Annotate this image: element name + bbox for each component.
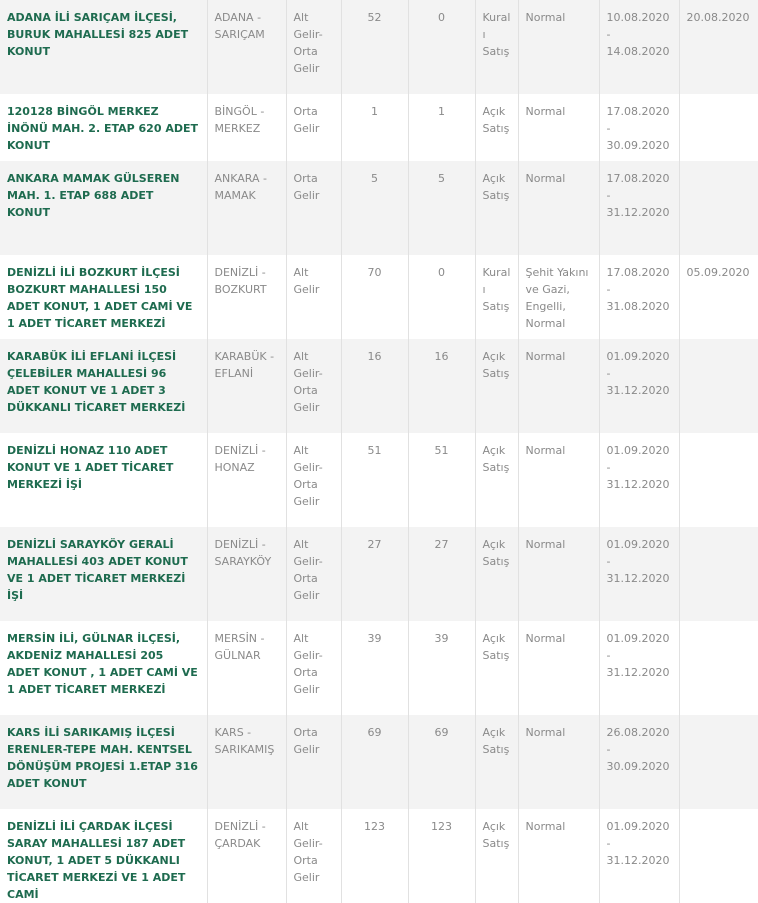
table-row — [0, 255, 758, 339]
draw-date-cell: 20.08.2020 — [679, 0, 758, 94]
remaining-count-cell: 27 — [408, 527, 475, 621]
application-period-cell: 01.09.2020 - 31.12.2020 — [599, 433, 679, 527]
project-name-cell[interactable]: ADANA İLİ SARIÇAM İLÇESİ, BURUK MAHALLESİ 825 ADET KONUT — [0, 0, 207, 94]
project-name-cell[interactable]: MERSİN İLİ, GÜLNAR İLÇESİ, AKDENİZ MAHALLESİ 205 ADET KONUT , 1 ADET CAMİ VE 1 ADET TİCARET MERKEZİ — [0, 621, 207, 715]
table-row — [0, 0, 758, 94]
table-row — [0, 715, 758, 809]
applicant-group-cell: Normal — [518, 0, 599, 94]
income-group-cell: Alt Gelir-Orta Gelir — [286, 527, 341, 621]
location-cell: DENİZLİ - HONAZ — [207, 433, 286, 527]
project-name-cell[interactable]: DENİZLİ SARAYKÖY GERALİ MAHALLESİ 403 ADET KONUT VE 1 ADET TİCARET MERKEZİ İŞİ — [0, 527, 207, 621]
application-period-cell: 01.09.2020 - 31.12.2020 — [599, 527, 679, 621]
sale-type-cell: Kuralı Satış — [475, 255, 518, 339]
applicant-group-cell: Şehit Yakını ve Gazi, Engelli, Normal — [518, 255, 599, 339]
applicant-group-cell: Normal — [518, 161, 599, 255]
draw-date-cell — [679, 715, 758, 809]
draw-date-cell — [679, 433, 758, 527]
income-group-cell: Orta Gelir — [286, 715, 341, 809]
project-name-cell[interactable]: KARS İLİ SARIKAMIŞ İLÇESİ ERENLER-TEPE MAH. KENTSEL DÖNÜŞÜM PROJESİ 1.ETAP 316 ADET KONUT — [0, 715, 207, 809]
sale-type-cell: Açık Satış — [475, 161, 518, 255]
location-cell: ANKARA - MAMAK — [207, 161, 286, 255]
applicant-group-cell: Normal — [518, 809, 599, 903]
project-name-cell[interactable]: DENİZLİ HONAZ 110 ADET KONUT VE 1 ADET TİCARET MERKEZİ İŞİ — [0, 433, 207, 527]
draw-date-cell — [679, 527, 758, 621]
draw-date-cell — [679, 621, 758, 715]
house-count-cell: 27 — [341, 527, 408, 621]
application-period-cell: 01.09.2020 - 31.12.2020 — [599, 621, 679, 715]
project-name-cell[interactable]: ANKARA MAMAK GÜLSEREN MAH. 1. ETAP 688 ADET KONUT — [0, 161, 207, 255]
application-period-cell: 17.08.2020 - 30.09.2020 — [599, 94, 679, 161]
house-count-cell: 52 — [341, 0, 408, 94]
sale-type-cell: Açık Satış — [475, 809, 518, 903]
application-period-cell: 17.08.2020 - 31.08.2020 — [599, 255, 679, 339]
remaining-count-cell: 69 — [408, 715, 475, 809]
income-group-cell: Orta Gelir — [286, 161, 341, 255]
project-name-cell[interactable]: KARABÜK İLİ EFLANİ İLÇESİ ÇELEBİLER MAHALLESİ 96 ADET KONUT VE 1 ADET 3 DÜKKANLI TİCARET MERKEZİ — [0, 339, 207, 433]
application-period-cell: 10.08.2020 - 14.08.2020 — [599, 0, 679, 94]
application-period-cell: 26.08.2020 - 30.09.2020 — [599, 715, 679, 809]
table-row — [0, 161, 758, 255]
income-group-cell: Alt Gelir-Orta Gelir — [286, 809, 341, 903]
location-cell: DENİZLİ - ÇARDAK — [207, 809, 286, 903]
draw-date-cell — [679, 339, 758, 433]
house-count-cell: 5 — [341, 161, 408, 255]
application-period-cell: 01.09.2020 - 31.12.2020 — [599, 809, 679, 903]
remaining-count-cell: 1 — [408, 94, 475, 161]
draw-date-cell — [679, 809, 758, 903]
location-cell: KARS - SARIKAMIŞ — [207, 715, 286, 809]
table-row — [0, 339, 758, 433]
table-row — [0, 527, 758, 621]
remaining-count-cell: 51 — [408, 433, 475, 527]
location-cell: KARABÜK - EFLANİ — [207, 339, 286, 433]
project-name-cell[interactable]: 120128 BİNGÖL MERKEZ İNÖNÜ MAH. 2. ETAP 620 ADET KONUT — [0, 94, 207, 161]
income-group-cell: Orta Gelir — [286, 94, 341, 161]
draw-date-cell — [679, 94, 758, 161]
house-count-cell: 1 — [341, 94, 408, 161]
remaining-count-cell: 0 — [408, 0, 475, 94]
draw-date-cell: 05.09.2020 — [679, 255, 758, 339]
applicant-group-cell: Normal — [518, 433, 599, 527]
sale-type-cell: Açık Satış — [475, 621, 518, 715]
applicant-group-cell: Normal — [518, 339, 599, 433]
income-group-cell: Alt Gelir — [286, 255, 341, 339]
table-row — [0, 433, 758, 527]
location-cell: MERSİN - GÜLNAR — [207, 621, 286, 715]
house-count-cell: 39 — [341, 621, 408, 715]
application-period-cell: 01.09.2020 - 31.12.2020 — [599, 339, 679, 433]
location-cell: DENİZLİ - SARAYKÖY — [207, 527, 286, 621]
draw-date-cell — [679, 161, 758, 255]
sale-type-cell: Açık Satış — [475, 433, 518, 527]
project-name-cell[interactable]: DENİZLİ İLİ BOZKURT İLÇESİ BOZKURT MAHALLESİ 150 ADET KONUT, 1 ADET CAMİ VE 1 ADET TİCARET MERKEZİ — [0, 255, 207, 339]
table-row — [0, 621, 758, 715]
house-count-cell: 16 — [341, 339, 408, 433]
location-cell: ADANA - SARIÇAM — [207, 0, 286, 94]
applicant-group-cell: Normal — [518, 715, 599, 809]
income-group-cell: Alt Gelir-Orta Gelir — [286, 339, 341, 433]
sale-type-cell: Açık Satış — [475, 527, 518, 621]
house-count-cell: 70 — [341, 255, 408, 339]
remaining-count-cell: 16 — [408, 339, 475, 433]
sale-type-cell: Açık Satış — [475, 715, 518, 809]
applicant-group-cell: Normal — [518, 527, 599, 621]
house-count-cell: 123 — [341, 809, 408, 903]
applicant-group-cell: Normal — [518, 94, 599, 161]
location-cell: DENİZLİ - BOZKURT — [207, 255, 286, 339]
remaining-count-cell: 5 — [408, 161, 475, 255]
application-period-cell: 17.08.2020 - 31.12.2020 — [599, 161, 679, 255]
sale-type-cell: Kuralı Satış — [475, 0, 518, 94]
table-row — [0, 809, 758, 903]
location-cell: BİNGÖL - MERKEZ — [207, 94, 286, 161]
applicant-group-cell: Normal — [518, 621, 599, 715]
remaining-count-cell: 123 — [408, 809, 475, 903]
income-group-cell: Alt Gelir-Orta Gelir — [286, 0, 341, 94]
sale-type-cell: Açık Satış — [475, 94, 518, 161]
income-group-cell: Alt Gelir-Orta Gelir — [286, 433, 341, 527]
house-count-cell: 51 — [341, 433, 408, 527]
project-name-cell[interactable]: DENİZLİ İLİ ÇARDAK İLÇESİ SARAY MAHALLESİ 187 ADET KONUT, 1 ADET 5 DÜKKANLI TİCARET MERKEZİ VE 1 ADET CAMİ — [0, 809, 207, 903]
table-row — [0, 94, 758, 161]
remaining-count-cell: 0 — [408, 255, 475, 339]
income-group-cell: Alt Gelir-Orta Gelir — [286, 621, 341, 715]
house-count-cell: 69 — [341, 715, 408, 809]
remaining-count-cell: 39 — [408, 621, 475, 715]
sale-type-cell: Açık Satış — [475, 339, 518, 433]
